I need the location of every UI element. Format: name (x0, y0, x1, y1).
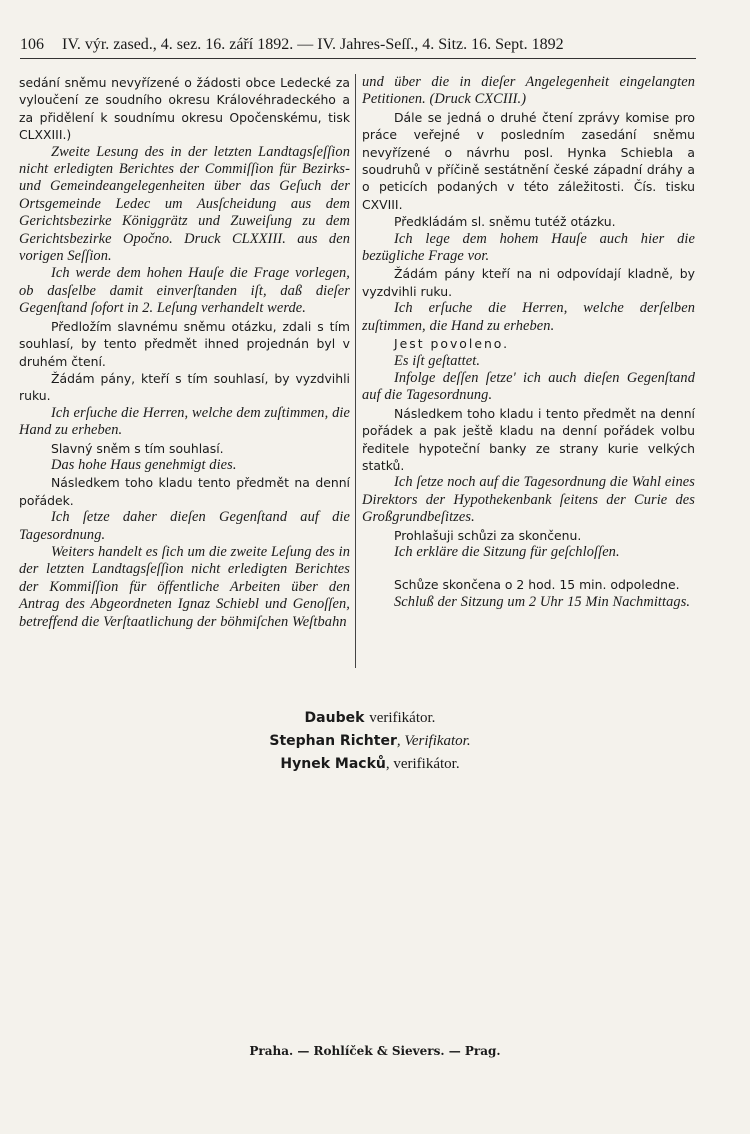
column-divider (355, 74, 356, 668)
paragraph: Ich erſuche die Herren, welche derſelben zuſtimmen, die Hand zu erheben. (362, 300, 695, 334)
right-column (362, 74, 695, 611)
paragraph: sedání sněmu nevyřízené o žádosti obce Ledecké za vyloučení ze soudního okresu Královéhradeckého a za přidělení k soudnímu okresu Opočenskému, tisk CLXXIII.) (19, 75, 350, 143)
paragraph: Ich lege dem hohem Hauſe auch hier die bezügliche Frage vor. (362, 230, 695, 265)
signature-role: , verifikátor. (385, 756, 460, 772)
paragraph: Ich ſetze daher dieſen Gegenſtand auf die Tagesordnung. (19, 509, 350, 543)
paragraph: Ich erſuche die Herren, welche dem zuſtimmen, die Hand zu erheben. (19, 404, 350, 439)
signature-name: Stephan Richter (269, 733, 397, 749)
paragraph: Jest povoleno. (394, 336, 510, 352)
paragraph: Infolge deſſen ſetze' ich auch dieſen Gegenſtand auf die Tagesordnung. (362, 369, 695, 404)
page-header (20, 36, 696, 59)
signature-role: , Verifikator. (396, 733, 471, 749)
paragraph: Das hohe Haus genehmigt dies. (51, 456, 237, 473)
page-number: 106 (20, 36, 44, 53)
paragraph: Es iſt geſtattet. (394, 352, 481, 369)
paragraph: Ich ſetze noch auf die Tagesordnung die Wahl eines Direktors der Hypothekenbank ſeitens der Curie des Großgrundbeſitzes. (362, 474, 695, 526)
left-column (19, 74, 350, 631)
paragraph: Prohlašuji schůzi za skončenu. (394, 527, 582, 543)
paragraph: Slavný sněm s tím souhlasí. (51, 440, 224, 456)
signature-line (160, 729, 580, 752)
paragraph: Dále se jedná o druhé čtení zprávy komise pro práce veřejné v posledním zasedání sněmu nevyřízené o návrhu posl. Hynka Schiebla a soudruhů v příčině sestátnění české západní dráhy a o peticích podaných v této záležitosti. Čís. tisku CXVIII. (362, 109, 695, 212)
printer-imprint: Praha. — Rohlíček & Sievers. — Prag. (249, 1044, 501, 1058)
paragraph: Žádám pány kteří na ni odpovídají kladně, by vyzdvihli ruku. (362, 266, 695, 299)
paragraph: Předkládám sl. sněmu tutéž otázku. (394, 214, 616, 230)
paragraph: Ich erkläre die Sitzung für geſchloſſen. (394, 543, 620, 560)
signature-name: Daubek (304, 710, 365, 726)
signature-role: verifikátor. (369, 710, 436, 726)
paragraph: und über die in dieſer Angelegenheit eingelangten Petitionen. (Druck CXCIII.) (362, 74, 695, 108)
signature-name: Hynek Macků (280, 756, 386, 772)
signature-line (160, 706, 580, 729)
signatures-block (160, 706, 580, 775)
paragraph: Následkem toho kladu i tento předmět na denní pořádek a pak ještě kladu na denní pořádek volbu ředitele hypoteční banky ze strany kurie velkých statků. (362, 405, 695, 473)
paragraph: Weiters handelt es ſich um die zweite Leſung des in der letzten Landtagsſeſſion nicht erledigten Berichtes der Kommiſſion für öffentliche Arbeiten über den Antrag des Abgeordneten Ignaz Schiebl und Genoſſen, betreffend die Verſtaatlichung der böhmiſchen Weſtbahn (19, 543, 350, 630)
paragraph: Schůze skončena o 2 hod. 15 min. odpoledne. (394, 577, 680, 593)
paragraph: Předložím slavnému sněmu otázku, zdali s tím souhlasí, by tento předmět ihned projednán byl v druhém čtení. (19, 318, 350, 369)
paragraph: Následkem toho kladu tento předmět na denní pořádek. (19, 475, 350, 508)
paragraph: Ich werde dem hohen Hauſe die Frage vorlegen, ob dasſelbe damit einverſtanden iſt, daß dieſer Gegenſtand ſofort in 2. Leſung verhandelt werde. (19, 265, 350, 317)
page-running-title: IV. výr. zased., 4. sez. 16. září 1892. — IV. Jahres-Seſſ., 4. Sitz. 16. Sept. 1892 (62, 36, 564, 53)
signature-line (160, 752, 580, 775)
paragraph: Zweite Lesung des in der letzten Landtagsſeſſion nicht erledigten Berichtes der Commiſſion für Bezirks- und Gemeindeangelegenheiten über das Geſuch der Ortsgemeinde Ledec um Ausſcheidung aus dem Gerichtsbezirke Königgrätz und Zuweiſung zu dem Gerichtsbezirke Opočno. Druck CLXXIII. aus den vorigen Seſſion. (19, 143, 350, 265)
paragraph: Žádám pány, kteří s tím souhlasí, by vyzdvihli ruku. (19, 370, 350, 404)
paragraph: Schluß der Sitzung um 2 Uhr 15 Min Nachmittags. (394, 593, 691, 610)
